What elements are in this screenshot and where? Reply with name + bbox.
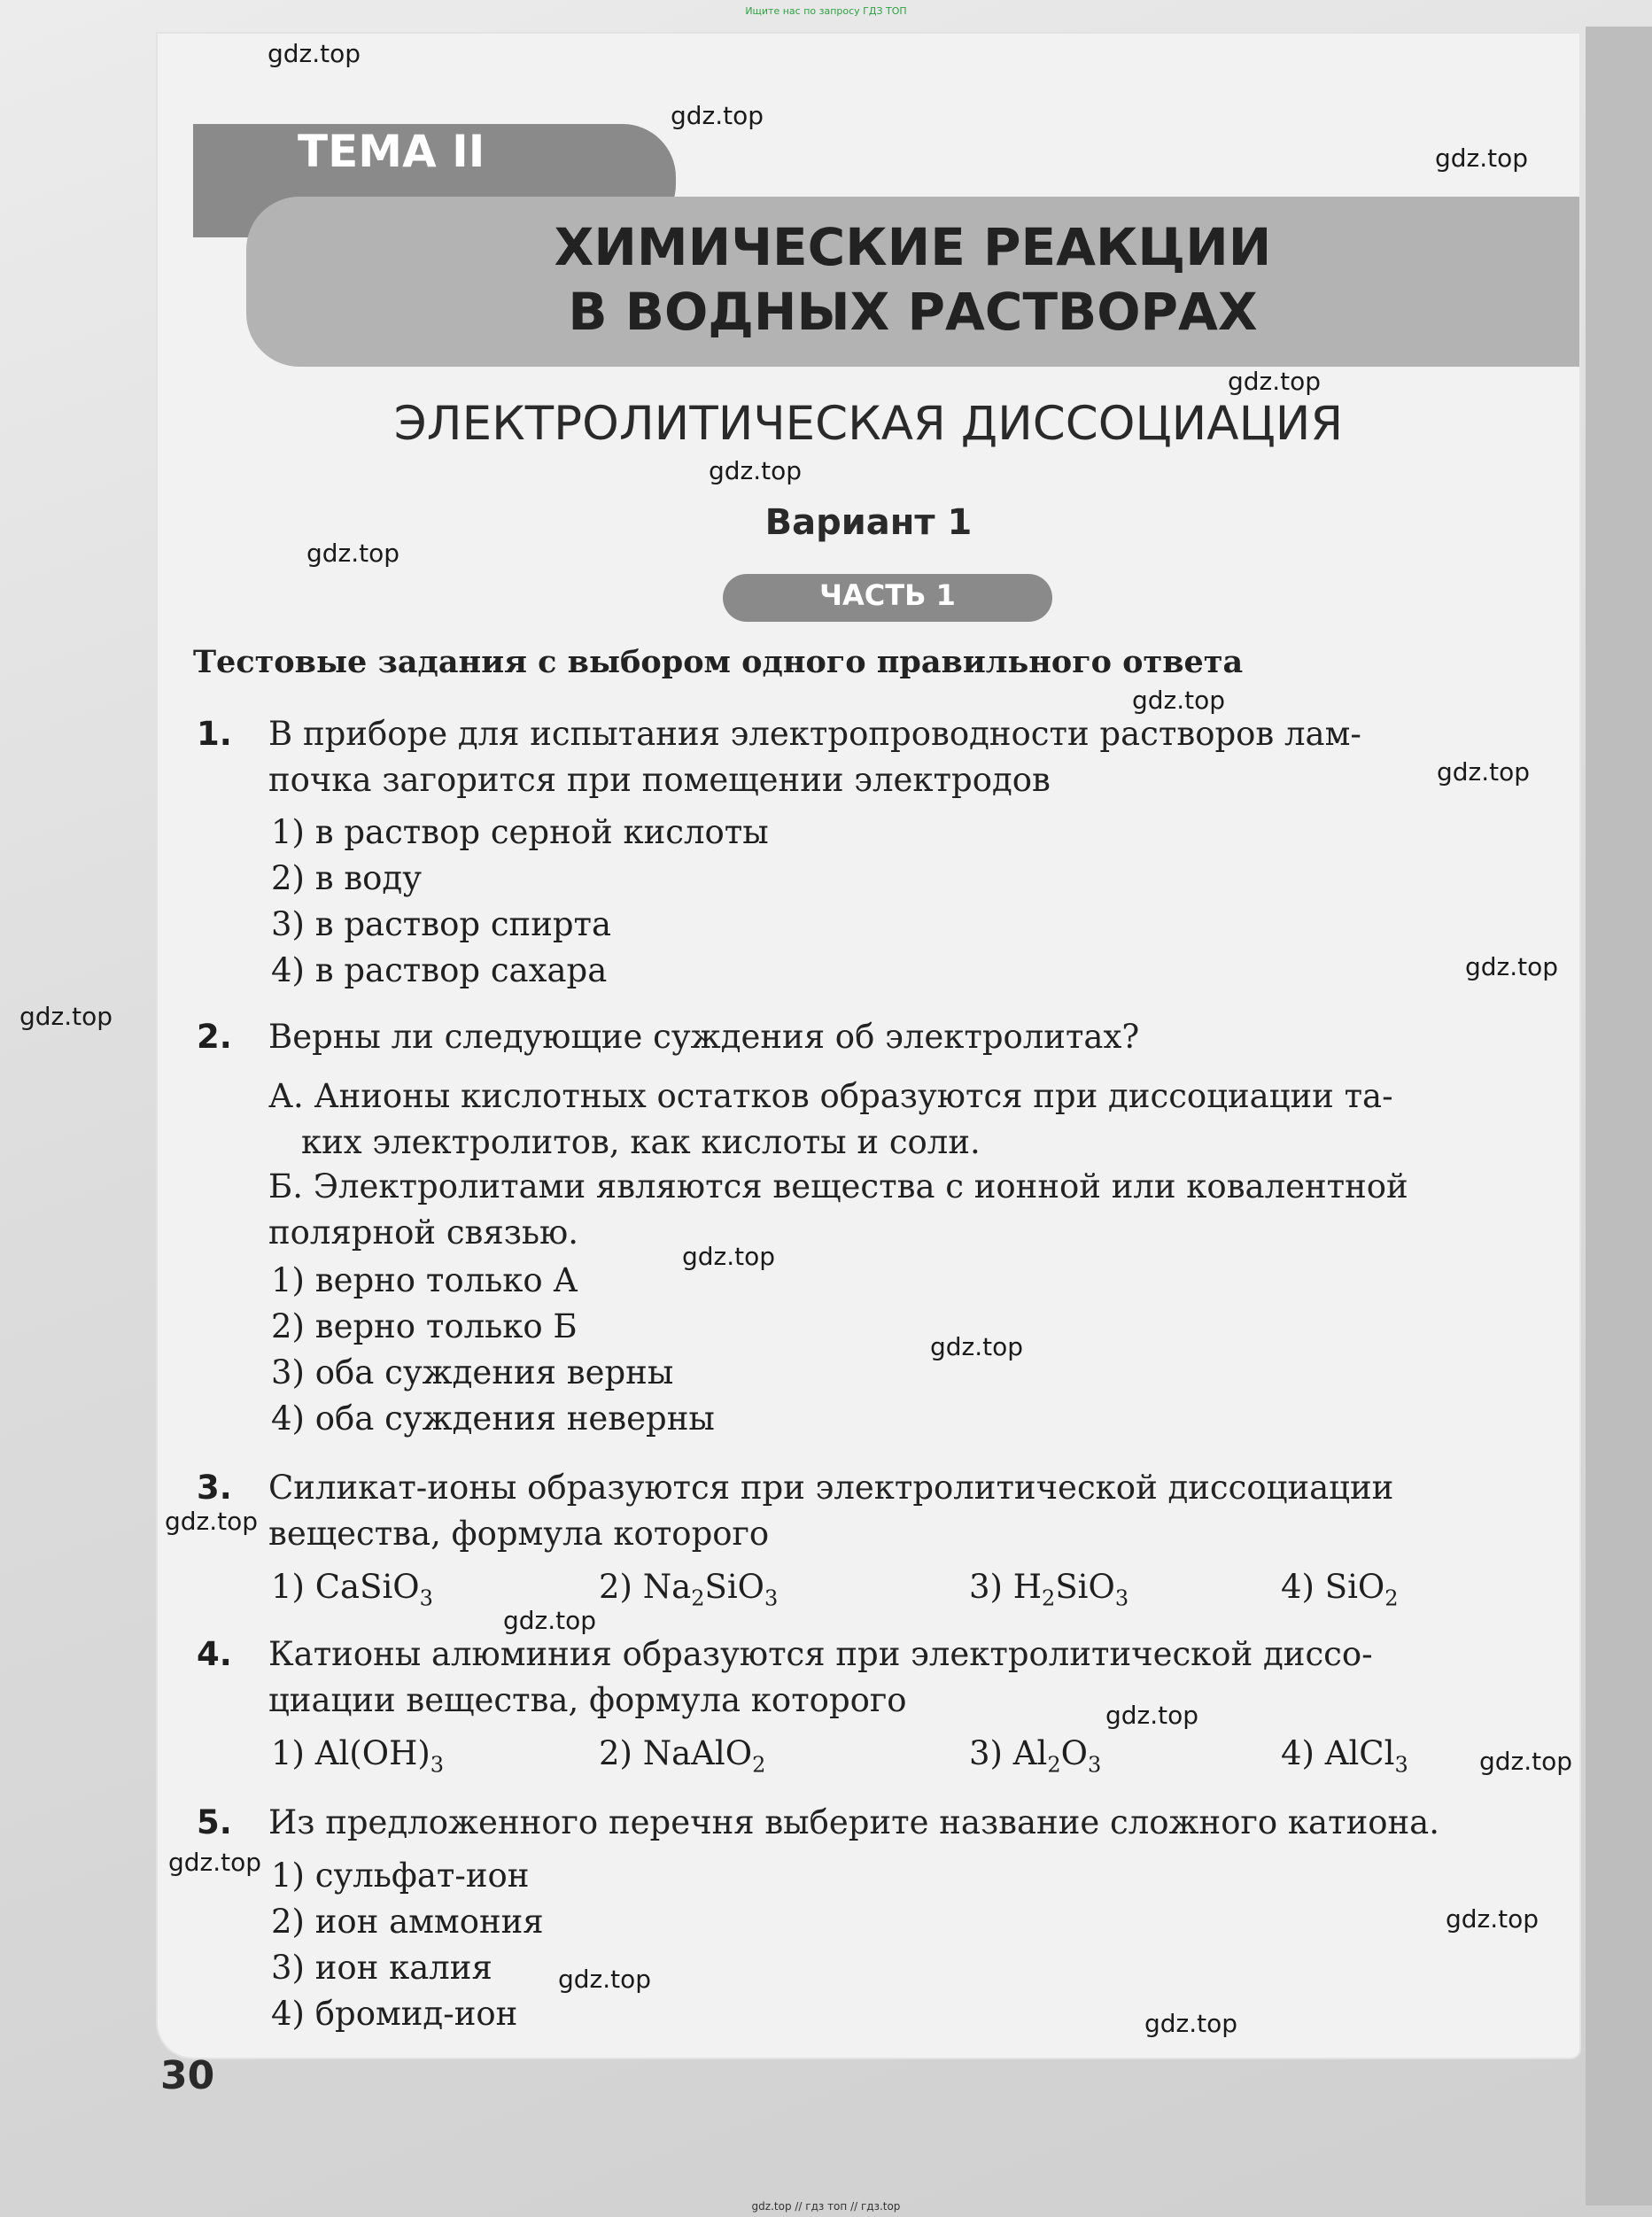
question-3-text-line-2: вещества, формула которого xyxy=(268,1515,770,1553)
page-edge-stripe xyxy=(1586,27,1652,2205)
formula-subscript: 3 xyxy=(1087,1752,1102,1778)
question-1-option-2[interactable]: 2) в воду xyxy=(271,859,422,897)
formula-subscript: 2 xyxy=(1384,1585,1399,1611)
formula-part: Al xyxy=(1012,1734,1048,1772)
question-2-text-line-1: Верны ли следующие суждения об электролитах? xyxy=(268,1018,1140,1056)
question-4-text-line-2: циации вещества, формула которого xyxy=(268,1681,907,1719)
section-title: Тестовые задания с выбором одного правильного ответа xyxy=(193,644,1244,680)
top-search-link[interactable]: Ищите нас по запросу ГДЗ ТОП xyxy=(745,5,907,17)
question-5-option-3[interactable]: 3) ион калия xyxy=(271,1949,492,1987)
question-1-number: 1. xyxy=(197,715,232,753)
formula-part: Al(OH) xyxy=(314,1734,430,1772)
question-2-statement-a-line-2: ких электролитов, как кислоты и соли. xyxy=(301,1123,981,1161)
question-4-option-2[interactable] xyxy=(599,1731,765,1787)
question-2-option-3[interactable]: 3) оба суждения верны xyxy=(271,1353,674,1391)
question-1-option-3[interactable]: 3) в раствор спирта xyxy=(271,905,612,943)
option-number: 1) xyxy=(271,1568,305,1606)
formula-subscript: 2 xyxy=(691,1585,705,1611)
watermark: gdz.top xyxy=(1132,686,1226,715)
formula-part: NaAlO xyxy=(642,1734,753,1772)
question-1-text-line-1: В приборе для испытания электропроводности растворов лам- xyxy=(268,715,1361,753)
question-2-option-1[interactable]: 1) верно только А xyxy=(271,1261,578,1299)
question-4-option-4[interactable] xyxy=(1281,1731,1408,1787)
formula-part: O xyxy=(1060,1734,1088,1772)
option-number: 4) xyxy=(1281,1568,1315,1606)
formula-subscript: 2 xyxy=(752,1752,766,1778)
question-2-statement-b-line-1: Б. Электролитами являются вещества с ионной или ковалентной xyxy=(268,1167,1408,1205)
option-number: 2) xyxy=(599,1734,632,1772)
watermark: gdz.top xyxy=(168,1848,262,1877)
formula-subscript: 3 xyxy=(419,1585,433,1611)
watermark: gdz.top xyxy=(165,1507,259,1536)
topic-subtitle: ЭЛЕКТРОЛИТИЧЕСКАЯ ДИССОЦИАЦИЯ xyxy=(393,397,1344,451)
formula-part: SiO xyxy=(1324,1568,1385,1606)
formula-subscript: 2 xyxy=(1042,1585,1056,1611)
formula-part: H xyxy=(1012,1568,1043,1606)
option-number: 1) xyxy=(271,1734,305,1772)
watermark: gdz.top xyxy=(306,539,400,568)
watermark: gdz.top xyxy=(671,101,764,130)
bottom-site-link[interactable]: gdz.top // гдз топ // гдз.top xyxy=(751,2200,901,2213)
question-3-number: 3. xyxy=(197,1469,232,1507)
watermark: gdz.top xyxy=(558,1965,652,1994)
formula-subscript: 2 xyxy=(1047,1752,1061,1778)
option-number: 3) xyxy=(969,1734,1003,1772)
formula-part: SiO xyxy=(1055,1568,1115,1606)
formula-subscript: 3 xyxy=(1114,1585,1129,1611)
watermark: gdz.top xyxy=(682,1242,776,1271)
question-3-option-1[interactable] xyxy=(271,1564,433,1621)
formula-part: Na xyxy=(642,1568,692,1606)
part-label: ЧАСТЬ 1 xyxy=(819,578,956,612)
title-line-1: ХИМИЧЕСКИЕ РЕАКЦИИ xyxy=(554,217,1272,277)
watermark: gdz.top xyxy=(1479,1747,1573,1776)
question-2-statement-a-line-1: А. Анионы кислотных остатков образуются при диссоциации та- xyxy=(268,1077,1393,1115)
formula-subscript: 3 xyxy=(430,1752,445,1778)
question-5-option-1[interactable]: 1) сульфат-ион xyxy=(271,1857,530,1895)
question-4-text-line-1: Катионы алюминия образуются при электролитической диссо- xyxy=(268,1635,1373,1673)
watermark: gdz.top xyxy=(1465,952,1559,981)
question-1-option-4[interactable]: 4) в раствор сахара xyxy=(271,951,608,989)
question-2-statement-b-line-2: полярной связью. xyxy=(268,1213,579,1252)
watermark: gdz.top xyxy=(1105,1701,1199,1730)
watermark: gdz.top xyxy=(268,39,361,68)
question-5-option-2[interactable]: 2) ион аммония xyxy=(271,1903,544,1941)
formula-subscript: 3 xyxy=(1394,1752,1408,1778)
question-2-number: 2. xyxy=(197,1018,232,1056)
question-4-number: 4. xyxy=(197,1635,232,1673)
watermark: gdz.top xyxy=(1228,367,1322,396)
question-5-number: 5. xyxy=(197,1803,232,1841)
question-3-text-line-1: Силикат-ионы образуются при электролитической диссоциации xyxy=(268,1469,1394,1507)
formula-subscript: 3 xyxy=(764,1585,779,1611)
option-number: 4) xyxy=(1281,1734,1315,1772)
question-2-option-2[interactable]: 2) верно только Б xyxy=(271,1307,578,1345)
watermark: gdz.top xyxy=(1144,2009,1238,2038)
question-1-text-line-2: почка загорится при помещении электродов xyxy=(268,761,1051,799)
question-4-option-1[interactable] xyxy=(271,1731,444,1787)
page-number: 30 xyxy=(160,2053,215,2098)
question-4-option-3[interactable] xyxy=(969,1731,1101,1787)
title-line-2: В ВОДНЫХ РАСТВОРАХ xyxy=(568,282,1258,342)
question-3-option-2[interactable] xyxy=(599,1564,778,1621)
watermark: gdz.top xyxy=(1437,757,1531,787)
option-number: 3) xyxy=(969,1568,1003,1606)
question-5-text-line-1: Из предложенного перечня выберите название сложного катиона. xyxy=(268,1803,1439,1841)
question-3-option-3[interactable] xyxy=(969,1564,1128,1621)
question-3-option-4[interactable] xyxy=(1281,1564,1399,1621)
watermark: gdz.top xyxy=(503,1606,597,1635)
formula-part: AlCl xyxy=(1324,1734,1395,1772)
variant-heading: Вариант 1 xyxy=(764,502,973,543)
watermark: gdz.top xyxy=(709,456,803,485)
option-number: 2) xyxy=(599,1568,632,1606)
watermark: gdz.top xyxy=(1446,1904,1540,1934)
question-5-option-4[interactable]: 4) бромид-ион xyxy=(271,1995,518,2033)
watermark: gdz.top xyxy=(930,1332,1024,1361)
question-2-option-4[interactable]: 4) оба суждения неверны xyxy=(271,1399,715,1438)
watermark: gdz.top xyxy=(19,1002,113,1031)
formula-part: SiO xyxy=(704,1568,764,1606)
tema-label: ТЕМА II xyxy=(298,126,485,177)
formula-part: CaSiO xyxy=(314,1568,420,1606)
watermark: gdz.top xyxy=(1435,143,1529,173)
question-1-option-1[interactable]: 1) в раствор серной кислоты xyxy=(271,813,769,851)
